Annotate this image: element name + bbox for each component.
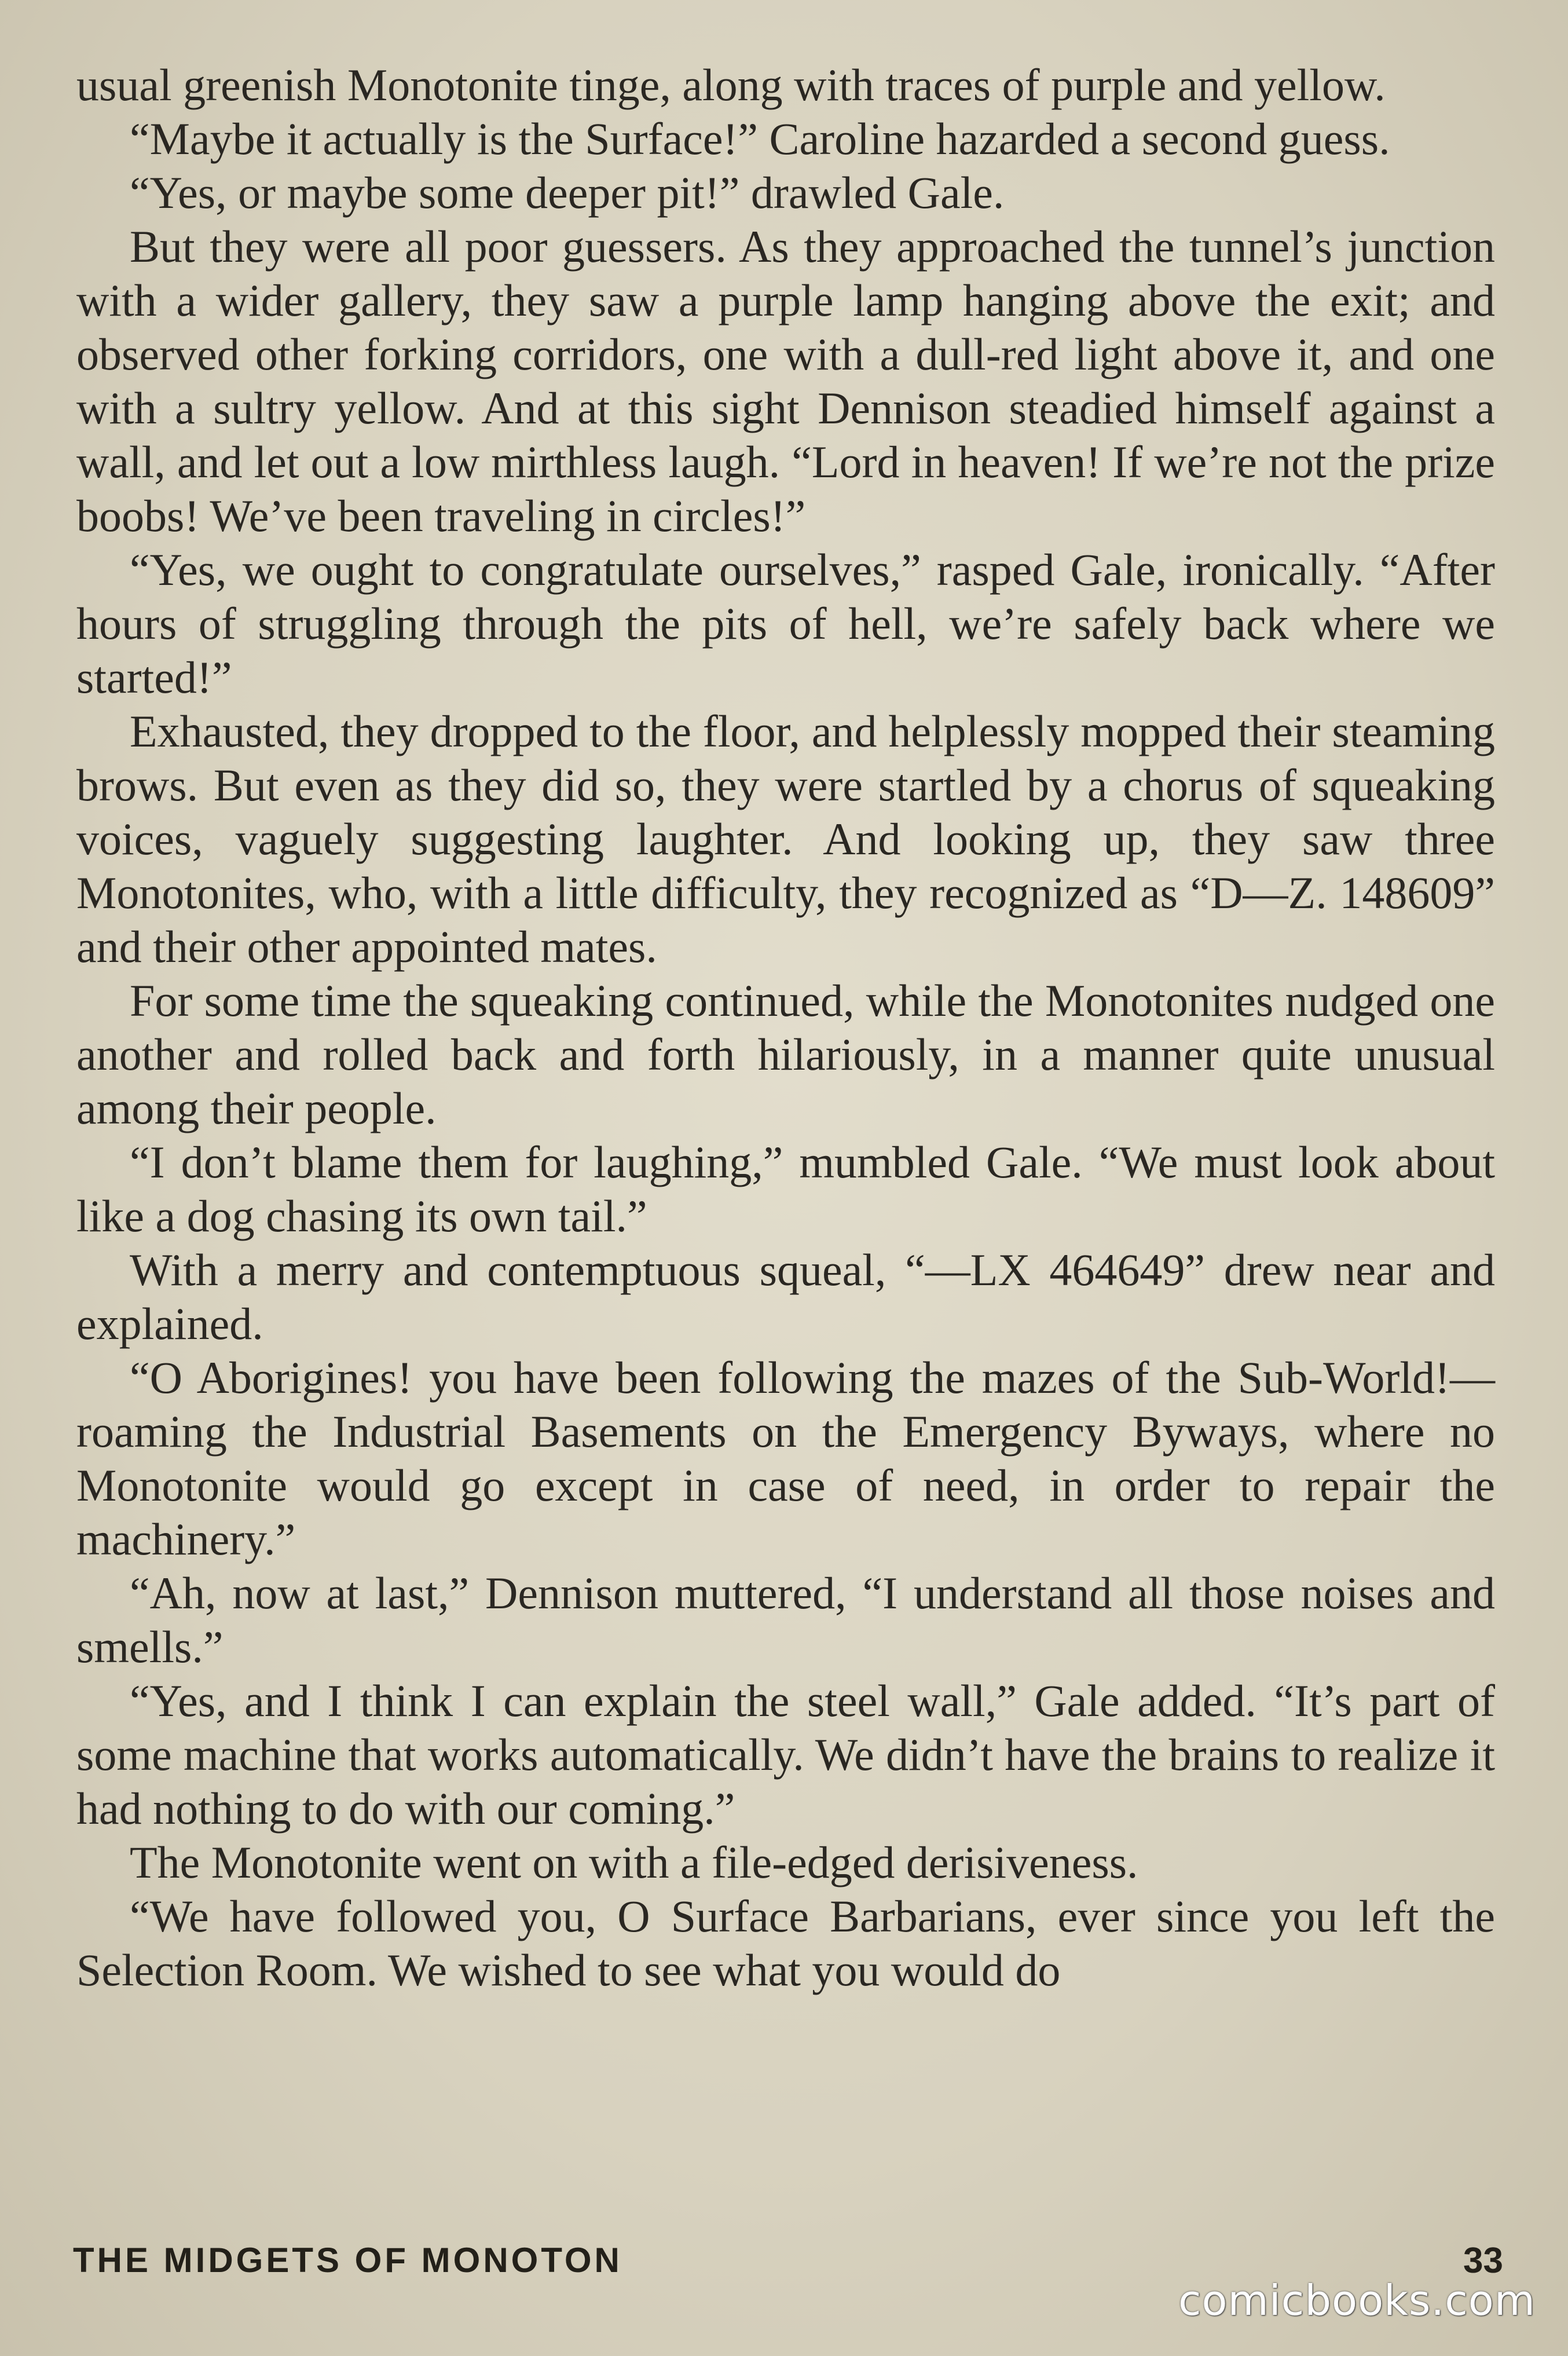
paragraph: “O Aborigines! you have been following the mazes of the Sub-World!—roaming the Industrial Basements on the Emergency Byways, where no Monotonite would go except in case of need, in order to repair the machinery.” xyxy=(76,1352,1495,1564)
paragraph: For some time the squeaking continued, while the Monotonites nudged one another and rolled back and forth hilariously, in a manner quite unusual among their people. xyxy=(76,975,1495,1133)
page-number: 33 xyxy=(1463,2241,1503,2281)
paragraph: But they were all poor guessers. As they approached the tunnel’s junction with a wider gallery, they saw a purple lamp hanging above the exit; and observed other forking corridors, one with a dull-red light above it, and one with a sultry yellow. And at this sight Dennison steadied himself against a wall, and let out a low mirthless laugh. “Lord in heaven! If we’re not the prize boobs! We’ve been traveling in circles!” xyxy=(76,221,1495,541)
running-title: THE MIDGETS OF MONOTON xyxy=(73,2241,622,2280)
paragraph: “Yes, we ought to congratulate ourselves,” rasped Gale, ironically. “After hours of struggling through the pits of hell, we’re safely back where we started!” xyxy=(76,544,1495,703)
watermark: comicbooks.com xyxy=(1178,2276,1536,2325)
paragraph: “Maybe it actually is the Surface!” Caroline hazarded a second guess. xyxy=(130,114,1390,164)
story-text xyxy=(76,58,1495,1997)
paragraph: usual greenish Monotonite tinge, along with traces of purple and yellow. xyxy=(76,60,1386,110)
paragraph: With a merry and contemptuous squeal, “—LX 464649” drew near and explained. xyxy=(76,1245,1495,1349)
paragraph: “Yes, and I think I can explain the steel wall,” Gale added. “It’s part of some machine that works automatically. We didn’t have the brains to realize it had nothing to do with our coming.” xyxy=(76,1675,1495,1834)
paragraph: “Yes, or maybe some deeper pit!” drawled Gale. xyxy=(130,167,1005,218)
paragraph: Exhausted, they dropped to the floor, and helplessly mopped their steaming brows. But even as they did so, they were startled by a chorus of squeaking voices, vaguely suggesting laughter. And looking up, they saw three Monotonites, who, with a little difficulty, they recognized as “D—Z. 148609” and their other appointed mates. xyxy=(76,706,1495,972)
paragraph: “We have followed you, O Surface Barbarians, ever since you left the Selection Room. We wished to see what you would do xyxy=(76,1891,1495,1995)
paragraph: The Monotonite went on with a file-edged derisiveness. xyxy=(130,1837,1138,1887)
paragraph: “I don’t blame them for laughing,” mumbled Gale. “We must look about like a dog chasing its own tail.” xyxy=(76,1137,1495,1241)
paragraph: “Ah, now at last,” Dennison muttered, “I understand all those noises and smells.” xyxy=(76,1568,1495,1672)
